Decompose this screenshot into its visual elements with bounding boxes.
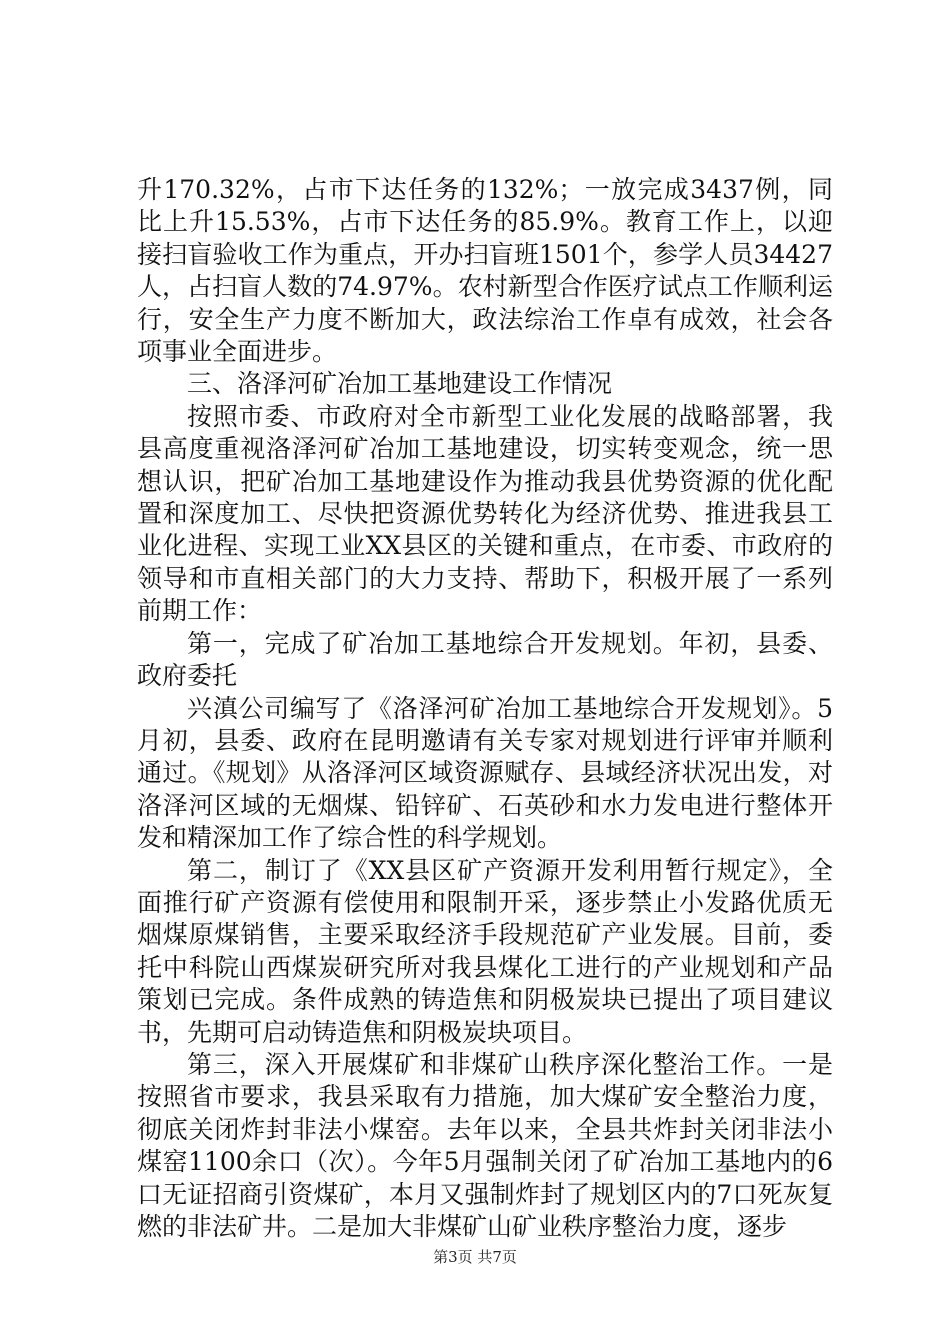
paragraph-continuation: 升170.32%，占市下达任务的132%；一放完成3437例，同比上升15.53%，占市下达任务的85.9%。教育工作上，以迎接扫盲验收工作为重点，开办扫盲班1501个，参学人员34427人，占扫盲人数的74.97%。农村新型合作医疗试点工作顺利运行，安全生产力度不断加大，政法综治工作卓有成效，社会各项事业全面进步。	[137, 175, 833, 367]
page-footer: 第3页 共7页	[433, 1248, 517, 1266]
paragraph-first-point-continued: 兴滇公司编写了《洛泽河矿冶加工基地综合开发规划》。5月初，县委、政府在昆明邀请有关专家对规划进行评审并顺利通过。《规划》从洛泽河区域资源赋存、县域经济状况出发，对洛泽河区域的无烟煤、铅锌矿、石英砂和水力发电进行整体开发和精深加工作了综合性的科学规划。	[137, 693, 833, 853]
paragraph-second-point: 第二，制订了《XX县区矿产资源开发利用暂行规定》，全面推行矿产资源有偿使用和限制开采，逐步禁止小发路优质无烟煤原煤销售，主要采取经济手段规范矿产业发展。目前，委托中科院山西煤炭研究所对我县煤化工进行的产业规划和产品策划已完成。条件成熟的铸造焦和阴极炭块已提出了项目建议书，先期可启动铸造焦和阴极炭块项目。	[137, 855, 833, 1047]
paragraph-first-point: 第一，完成了矿冶加工基地综合开发规划。年初，县委、政府委托	[137, 628, 833, 691]
section-heading: 三、洛泽河矿冶加工基地建设工作情况	[187, 369, 613, 399]
paragraph-third-point: 第三，深入开展煤矿和非煤矿山秩序深化整治工作。一是按照省市要求，我县采取有力措施，加大煤矿安全整治力度，彻底关闭炸封非法小煤窑。去年以来，全县共炸封关闭非法小煤窑1100余口（次）。今年5月强制关闭了矿冶加工基地内的6口无证招商引资煤矿，本月又强制炸封了规划区内的7口死灰复燃的非法矿井。二是加大非煤矿山矿业秩序整治力度，逐步	[137, 1049, 833, 1241]
paragraph-intro: 按照市委、市政府对全市新型工业化发展的战略部署，我县高度重视洛泽河矿冶加工基地建设，切实转变观念，统一思想认识，把矿冶加工基地建设作为推动我县优势资源的优化配置和深度加工、尽快把资源优势转化为经济优势、推进我县工业化进程、实现工业XX县区的关键和重点，在市委、市政府的领导和市直相关部门的大力支持、帮助下，积极开展了一系列前期工作：	[137, 401, 833, 626]
document-body	[137, 174, 833, 1243]
